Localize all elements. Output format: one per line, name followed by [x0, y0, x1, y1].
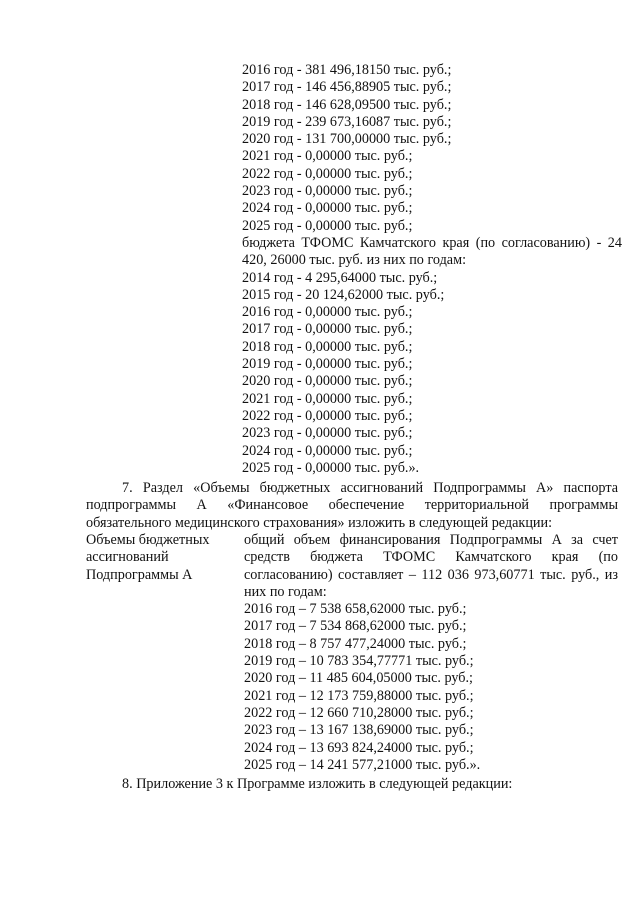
year-line: 2019 год - 239 673,16087 тыс. руб.;	[242, 113, 452, 130]
tfoms-year-list	[242, 270, 622, 478]
year-line: 2023 год - 0,00000 тыс. руб.;	[242, 183, 413, 200]
year-line: 2023 год - 0,00000 тыс. руб.;	[242, 425, 413, 442]
year-line: 2022 год - 0,00000 тыс. руб.;	[242, 407, 413, 424]
regional-budget-year-list	[242, 62, 622, 235]
year-line: 2024 год – 13 693 824,24000 тыс. руб.;	[244, 739, 474, 756]
year-line: 2024 год - 0,00000 тыс. руб.;	[242, 200, 413, 217]
year-line: 2025 год - 0,00000 тыс. руб.».	[242, 459, 420, 476]
tfoms-budget-intro: бюджета ТФОМС Камчатского края (по согласованию) - 24 420, 26000 тыс. руб. из них по годам:	[242, 234, 622, 269]
year-line: 2021 год - 0,00000 тыс. руб.;	[242, 148, 413, 165]
table-left-column: Объемы бюджетных ассигнований Подпрограммы А	[86, 532, 210, 583]
year-line: 2022 год – 12 660 710,28000 тыс. руб.;	[244, 704, 474, 721]
table-right-column	[244, 532, 618, 774]
year-line: 2016 год - 381 496,18150 тыс. руб.;	[242, 62, 452, 78]
year-line: 2021 год - 0,00000 тыс. руб.;	[242, 390, 413, 407]
year-line: 2018 год - 0,00000 тыс. руб.;	[242, 338, 413, 355]
year-line: 2016 год - 0,00000 тыс. руб.;	[242, 304, 413, 321]
year-line: 2018 год - 146 628,09500 тыс. руб.;	[242, 96, 452, 113]
year-line: 2020 год – 11 485 604,05000 тыс. руб.;	[244, 670, 474, 687]
year-line: 2025 год - 0,00000 тыс. руб.;	[242, 217, 413, 234]
year-line: 2014 год - 4 295,64000 тыс. руб.;	[242, 269, 438, 286]
year-line: 2017 год - 146 456,88905 тыс. руб.;	[242, 79, 452, 96]
year-line: 2015 год - 20 124,62000 тыс. руб.;	[242, 286, 445, 303]
section-8: 8. Приложение 3 к Программе изложить в следующей редакции:	[122, 776, 513, 792]
year-line: 2019 год - 0,00000 тыс. руб.;	[242, 356, 413, 373]
year-line: 2020 год - 0,00000 тыс. руб.;	[242, 373, 413, 390]
total-funding-intro: общий объем финансирования Подпрограммы А за счет средств бюджета ТФОМС Камчатского края (по согласованию) составляет – 112 036 973,60771 тыс. руб., из них по годам:	[244, 532, 618, 600]
year-line: 2021 год – 12 173 759,88000 тыс. руб.;	[244, 687, 474, 704]
year-line: 2023 год – 13 167 138,69000 тыс. руб.;	[244, 722, 474, 739]
year-line: 2017 год – 7 534 868,62000 тыс. руб.;	[244, 618, 467, 635]
funding-by-year-block	[242, 62, 622, 477]
year-line: 2018 год – 8 757 477,24000 тыс. руб.;	[244, 635, 467, 652]
year-line: 2020 год - 131 700,00000 тыс. руб.;	[242, 131, 452, 148]
year-line: 2017 год - 0,00000 тыс. руб.;	[242, 321, 413, 338]
section-7-paragraph: 7. Раздел «Объемы бюджетных ассигнований Подпрограммы А» паспорта подпрограммы А «Финансовое обеспечение территориальной программы обязательного медицинского страхования» изложить в следующей редакции:	[86, 480, 618, 531]
year-line: 2022 год - 0,00000 тыс. руб.;	[242, 165, 413, 182]
year-line: 2025 год – 14 241 577,21000 тыс. руб.».	[244, 756, 481, 773]
year-line: 2016 год – 7 538 658,62000 тыс. руб.;	[244, 601, 467, 618]
year-line: 2024 год - 0,00000 тыс. руб.;	[242, 442, 413, 459]
section-7	[86, 480, 618, 532]
year-line: 2019 год – 10 783 354,77771 тыс. руб.;	[244, 653, 474, 670]
